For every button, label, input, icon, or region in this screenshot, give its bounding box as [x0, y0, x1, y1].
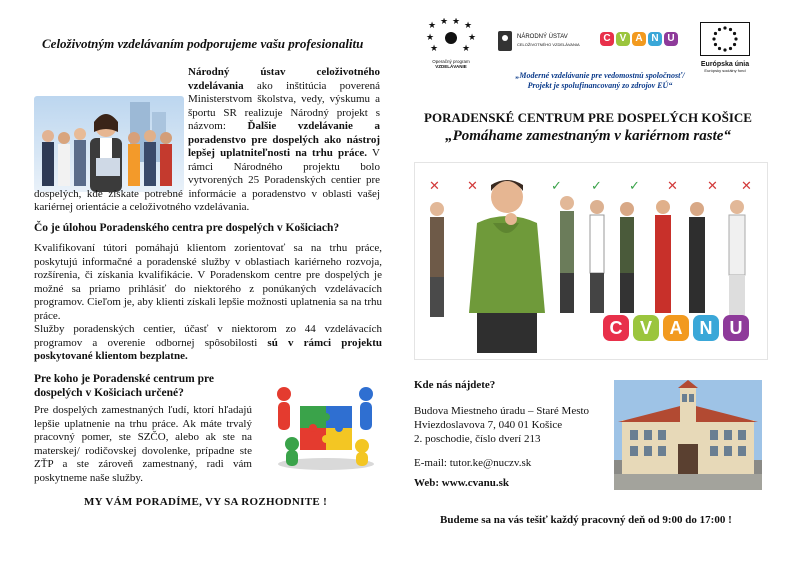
eu-star: [714, 43, 717, 46]
opening-hours: Budeme sa na vás tešiť každý pracovný deň od 9:00 do 17:00 !: [440, 514, 732, 526]
photo-spacer: [34, 66, 188, 180]
role-paragraph: [34, 242, 382, 364]
intro-text-a: ako inštitúcia poverená Ministerstvom školstva, vedy, výskumu a športu SR realizuje Národný projekt s názvom:: [188, 79, 380, 132]
x-mark: ✕: [467, 179, 478, 194]
eu-star: [729, 47, 732, 50]
cvanu-letter-u: U: [723, 315, 749, 341]
services-text: [34, 323, 382, 364]
building-photo: [614, 380, 762, 490]
eu-star: [733, 43, 736, 46]
cvanu-letter-a: A: [663, 315, 689, 341]
cvanu-logo-small: [600, 32, 678, 46]
stars-icon: [424, 18, 478, 54]
svg-text:★: ★: [426, 32, 435, 42]
address-line-2: Hviezdoslavova 7, 040 01 Košice: [414, 419, 563, 431]
check-mark: ✓: [551, 179, 562, 194]
eu-label: Európska únia: [700, 61, 750, 68]
x-mark: ✕: [429, 179, 440, 194]
eu-logo: [698, 22, 752, 73]
eu-note-1: „Moderné vzdelávanie pre vedomostnú spoločnosť/: [515, 71, 685, 80]
intro-paragraph: [34, 66, 380, 215]
nuczv-label: [517, 34, 580, 48]
project-name: Ďalšie vzdelávanie a poradenstvo pre dospelých ako nástroj lepšej uplatniteľnosti na trhu práce.: [188, 120, 380, 159]
eu-star: [729, 28, 732, 31]
eu-sub: Európsky sociálny fond: [704, 68, 746, 73]
eu-star: [712, 37, 715, 40]
op-label-2: VZDELÁVANIE: [435, 64, 467, 69]
eu-star: [718, 47, 721, 50]
op-label: [424, 59, 478, 69]
check-mark: ✓: [591, 179, 602, 194]
eu-star: [733, 32, 736, 35]
web-link[interactable]: Web: www.cvanu.sk: [414, 477, 510, 489]
op-logo: [424, 18, 478, 69]
closing-slogan: MY VÁM PORADÍME, VY SA ROZHODNITE !: [84, 496, 328, 508]
cvanu-letter-v: V: [616, 32, 630, 46]
eu-star: [714, 32, 717, 35]
svg-text:★: ★: [440, 18, 449, 26]
eu-star: [723, 26, 726, 29]
eu-star: [718, 28, 721, 31]
slogan: Celoživotným vzdelávaním podporujeme vašu profesionalitu: [42, 36, 364, 51]
email-line: [414, 456, 531, 470]
address-block: [414, 404, 610, 446]
cvanu-letter-n: N: [693, 315, 719, 341]
web-line: [414, 476, 509, 490]
center-title: PORADENSKÉ CENTRUM PRE DOSPELÝCH KOŠICE: [424, 110, 752, 125]
check-mark: ✓: [629, 179, 640, 194]
eu-note: [470, 71, 730, 91]
career-banner: [414, 162, 768, 360]
eu-star: [723, 48, 726, 51]
cvanu-small-letters: [600, 32, 678, 46]
email-link[interactable]: E-mail: tutor.ke@nuczv.sk: [414, 457, 532, 469]
target-paragraph: Pre dospelých zamestnaných ľudí, ktorí hľadajú lepšie uplatnenie na trhu práce. Ak máte trvalý pracovný pomer, ste SZČO, alebo ak ste na materskej/ rodičovskej dovolenke, prípadne ste ZŤP a ste zároveň zamestnaný, radi vám poskytneme naše služby.: [34, 404, 252, 484]
cvanu-letter-n: N: [648, 32, 662, 46]
where-heading: Kde nás nájdete?: [414, 379, 496, 391]
cvanu-letter-a: A: [632, 32, 646, 46]
nuczv-label-1: NÁRODNÝ ÚSTAV: [517, 34, 568, 40]
services-text-a: Služby poradenských centier, účasť v niektorom zo 44 vzdelávacích programov a overenie odbornej spôsobilosti: [34, 323, 382, 349]
intro-text-b: V rámci Národného projektu bolo vytvorených 25 Poradenských centier pre dospelých, kde získate potrebné informácie a poradenstvo v oblasti vašej kariérnej orientácie a celoživotného vzdelávania.: [34, 147, 380, 213]
x-mark: ✕: [741, 179, 752, 194]
svg-text:★: ★: [464, 20, 473, 30]
puzzle-illustration: [262, 372, 390, 472]
cvanu-letter-c: C: [603, 315, 629, 341]
address-line-3: 2. poschodie, číslo dverí 213: [414, 433, 541, 445]
svg-text:★: ★: [462, 43, 471, 53]
svg-text:★: ★: [452, 18, 461, 26]
svg-text:★: ★: [430, 43, 439, 53]
cvanu-letter-u: U: [664, 32, 678, 46]
cvanu-banner-logo: [603, 315, 749, 341]
op-label-1: Operačný program: [432, 59, 470, 64]
nuczv-label-2: CELOŽIVOTNÉHO VZDELÁVANIA: [517, 42, 580, 47]
left-column: [30, 0, 390, 566]
cvanu-letter-v: V: [633, 315, 659, 341]
svg-text:★: ★: [428, 20, 437, 30]
services-free: sú v rámci projektu poskytované klientom bezplatne.: [34, 336, 382, 362]
center-subtitle: „Pomáhame zamestnaným v kariérnom raste“: [445, 128, 731, 144]
org-name: Národný ústav celoživotného vzdelávania: [188, 66, 380, 92]
nuczv-emblem-icon: [497, 30, 513, 52]
question-target: Pre koho je Poradenské centrum pre dospelých v Košiciach určené?: [34, 373, 215, 399]
eu-flag-icon: [700, 22, 750, 56]
svg-text:★: ★: [468, 32, 477, 42]
role-text: Kvalifikovaní tútori pomáhajú klientom zorientovať sa na trhu práce, poskytujú informačné a poradenské služby v oblastiach kariérneho rozvoja, rozšírenia, či získania kvalifikácie. V Poradenskom centre pre dospelých je možné sa priamo prihlásiť do niektorého z ponúkaných vzdelávacích programov. Cieľom je, aby klienti získali lepšie možnosti uplatnenia sa na trhu práce.: [34, 242, 382, 322]
address-line-1: Budova Miestneho úradu – Staré Mesto: [414, 405, 590, 417]
eu-star: [734, 37, 737, 40]
question-role: Čo je úlohou Poradenského centra pre dospelých v Košiciach?: [34, 222, 340, 234]
x-mark: ✕: [707, 179, 718, 194]
nuczv-logo: [497, 26, 589, 56]
x-mark: ✕: [667, 179, 678, 194]
eu-note-2: Projekt je spolufinancovaný zo zdrojov EÚ“: [527, 81, 673, 90]
cvanu-letter-c: C: [600, 32, 614, 46]
